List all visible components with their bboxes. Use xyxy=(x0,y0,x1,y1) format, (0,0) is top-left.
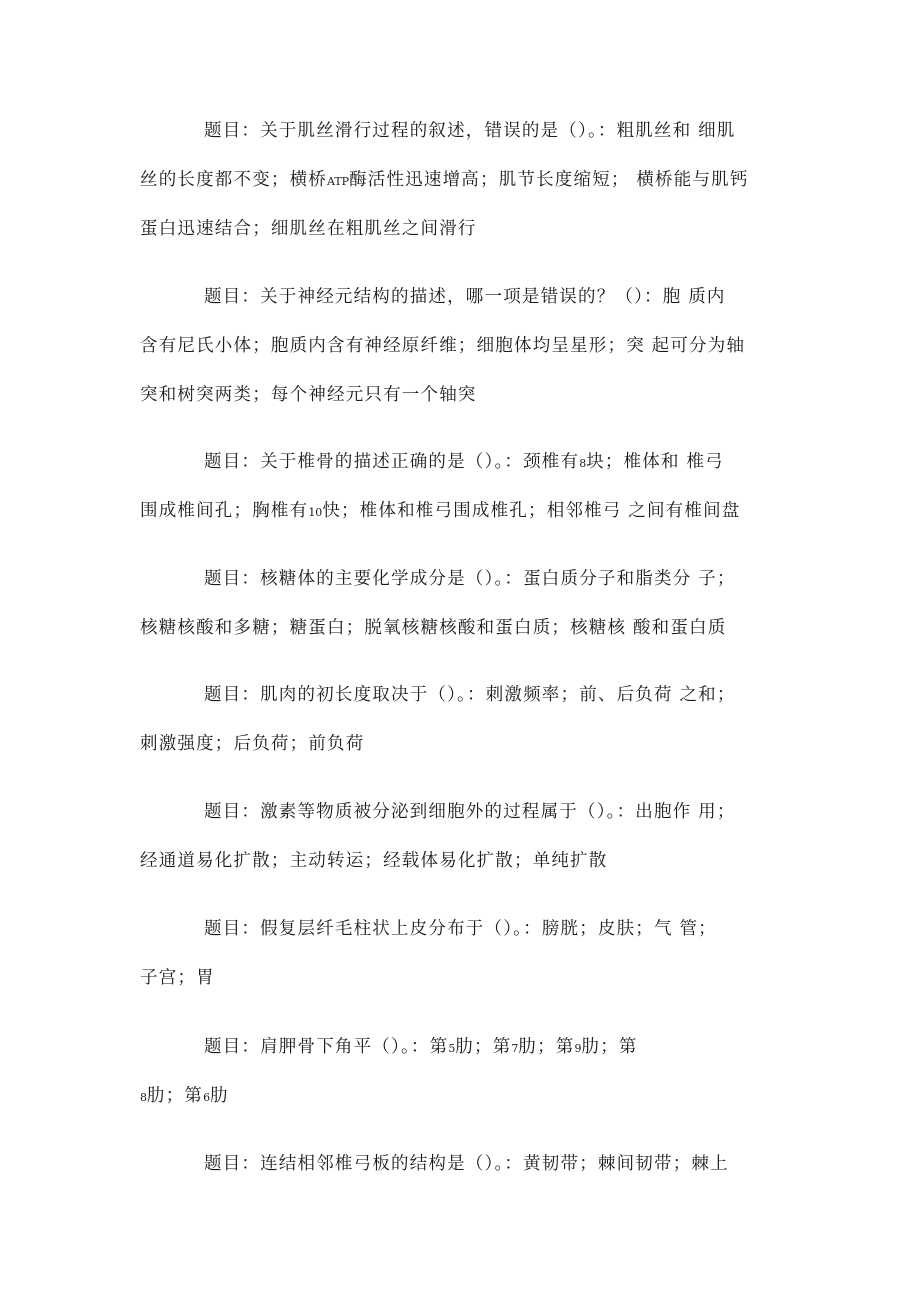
question-text-line: 题目：肩胛骨下角平（）。：第5肋；第7肋；第9肋；第 xyxy=(204,1037,638,1057)
question-text-line: 8肋；第6肋 xyxy=(140,1086,229,1106)
question-text-line: 题目：激素等物质被分泌到细胞外的过程属于（）。：出胞作 用； xyxy=(204,802,736,822)
question-text-line: 题目：假复层纤毛柱状上皮分布于（）。：膀胱；皮肤；气 管； xyxy=(204,919,717,939)
question-text-line: 丝的长度都不变；横桥ATP酶活性迅速增高；肌节长度缩短； 横桥能与肌钙 xyxy=(140,170,749,190)
question-item xyxy=(140,438,795,536)
question-item xyxy=(140,905,795,1003)
question-item xyxy=(140,107,795,254)
question-item xyxy=(140,1140,795,1189)
question-text-line: 题目：关于肌丝滑行过程的叙述，错误的是（）。：粗肌丝和 细肌 xyxy=(204,121,736,141)
question-text-line: 核糖核酸和多糖；糖蛋白；脱氧核糖核酸和蛋白质；核糖核 酸和蛋白质 xyxy=(140,618,727,638)
question-item xyxy=(140,671,795,769)
question-text-line: 刺激强度；后负荷；前负荷 xyxy=(140,734,365,754)
question-text-line: 经通道易化扩散；主动转运；经载体易化扩散；单纯扩散 xyxy=(140,851,608,871)
question-item xyxy=(140,273,795,420)
question-item xyxy=(140,1023,795,1121)
question-text-line: 题目：肌肉的初长度取决于（）。：刺激频率；前、后负荷 之和； xyxy=(204,685,736,705)
question-text-line: 题目：核糖体的主要化学成分是（）。：蛋白质分子和脂类分 子； xyxy=(204,569,736,589)
question-text-line: 子宫；胃 xyxy=(140,968,215,988)
question-text-line: 突和树突两类；每个神经元只有一个轴突 xyxy=(140,385,477,405)
question-item xyxy=(140,555,795,653)
question-text-line: 题目：关于神经元结构的描述，哪一项是错误的？（）：胞 质内 xyxy=(204,287,726,307)
question-text-line: 含有尼氏小体；胞质内含有神经原纤维；细胞体均呈星形；突 起可分为轴 xyxy=(140,336,746,356)
question-text-line: 题目：连结相邻椎弓板的结构是（）。：黄韧带；棘间韧带；棘上 xyxy=(204,1154,729,1174)
question-text-line: 围成椎间孔；胸椎有10快；椎体和椎弓围成椎孔；相邻椎弓 之间有椎间盘 xyxy=(140,501,741,521)
question-item xyxy=(140,788,795,886)
question-text-line: 题目：关于椎骨的描述正确的是（）。：颈椎有8块；椎体和 椎弓 xyxy=(204,452,724,472)
question-text-line: 蛋白迅速结合；细肌丝在粗肌丝之间滑行 xyxy=(140,219,477,239)
